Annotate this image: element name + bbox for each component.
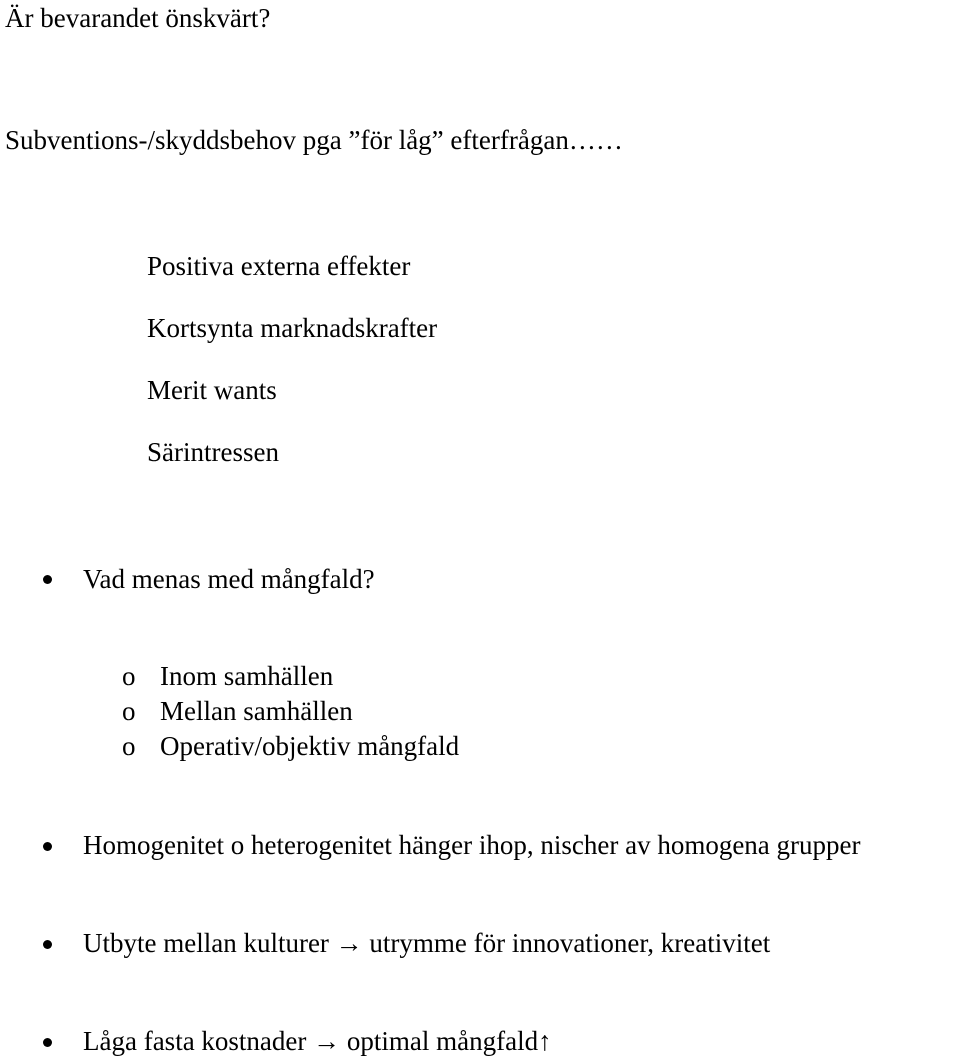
question-heading: Är bevarandet önskvärt? xyxy=(5,3,271,33)
circle-bullet-icon: o xyxy=(122,661,136,691)
sub-item-text: Operativ/objektiv mångfald xyxy=(160,731,460,761)
bullet-text: Låga fasta kostnader → optimal mångfald↑ xyxy=(83,1026,552,1056)
reason-item: Positiva externa effekter xyxy=(147,251,411,281)
sub-item-text: Inom samhällen xyxy=(160,661,334,691)
bullet-dot-icon xyxy=(43,940,52,949)
sub-item-text: Mellan samhällen xyxy=(160,696,353,726)
bullet-text: Utbyte mellan kulturer → utrymme för innovationer, kreativitet xyxy=(83,928,771,958)
bullet-dot-icon xyxy=(43,1038,52,1047)
subsidy-line: Subventions-/skyddsbehov pga ”för låg” efterfrågan…… xyxy=(5,125,623,155)
bullet-text: Homogenitet o heterogenitet hänger ihop, nischer av homogena grupper xyxy=(83,830,861,860)
reason-item: Kortsynta marknadskrafter xyxy=(147,313,438,343)
reason-item: Särintressen xyxy=(147,437,279,467)
bullet-dot-icon xyxy=(43,842,52,851)
bullet-text: Vad menas med mångfald? xyxy=(83,564,375,594)
circle-bullet-icon: o xyxy=(122,731,136,761)
circle-bullet-icon: o xyxy=(122,696,136,726)
reason-item: Merit wants xyxy=(147,375,277,405)
bullet-dot-icon xyxy=(43,575,52,584)
